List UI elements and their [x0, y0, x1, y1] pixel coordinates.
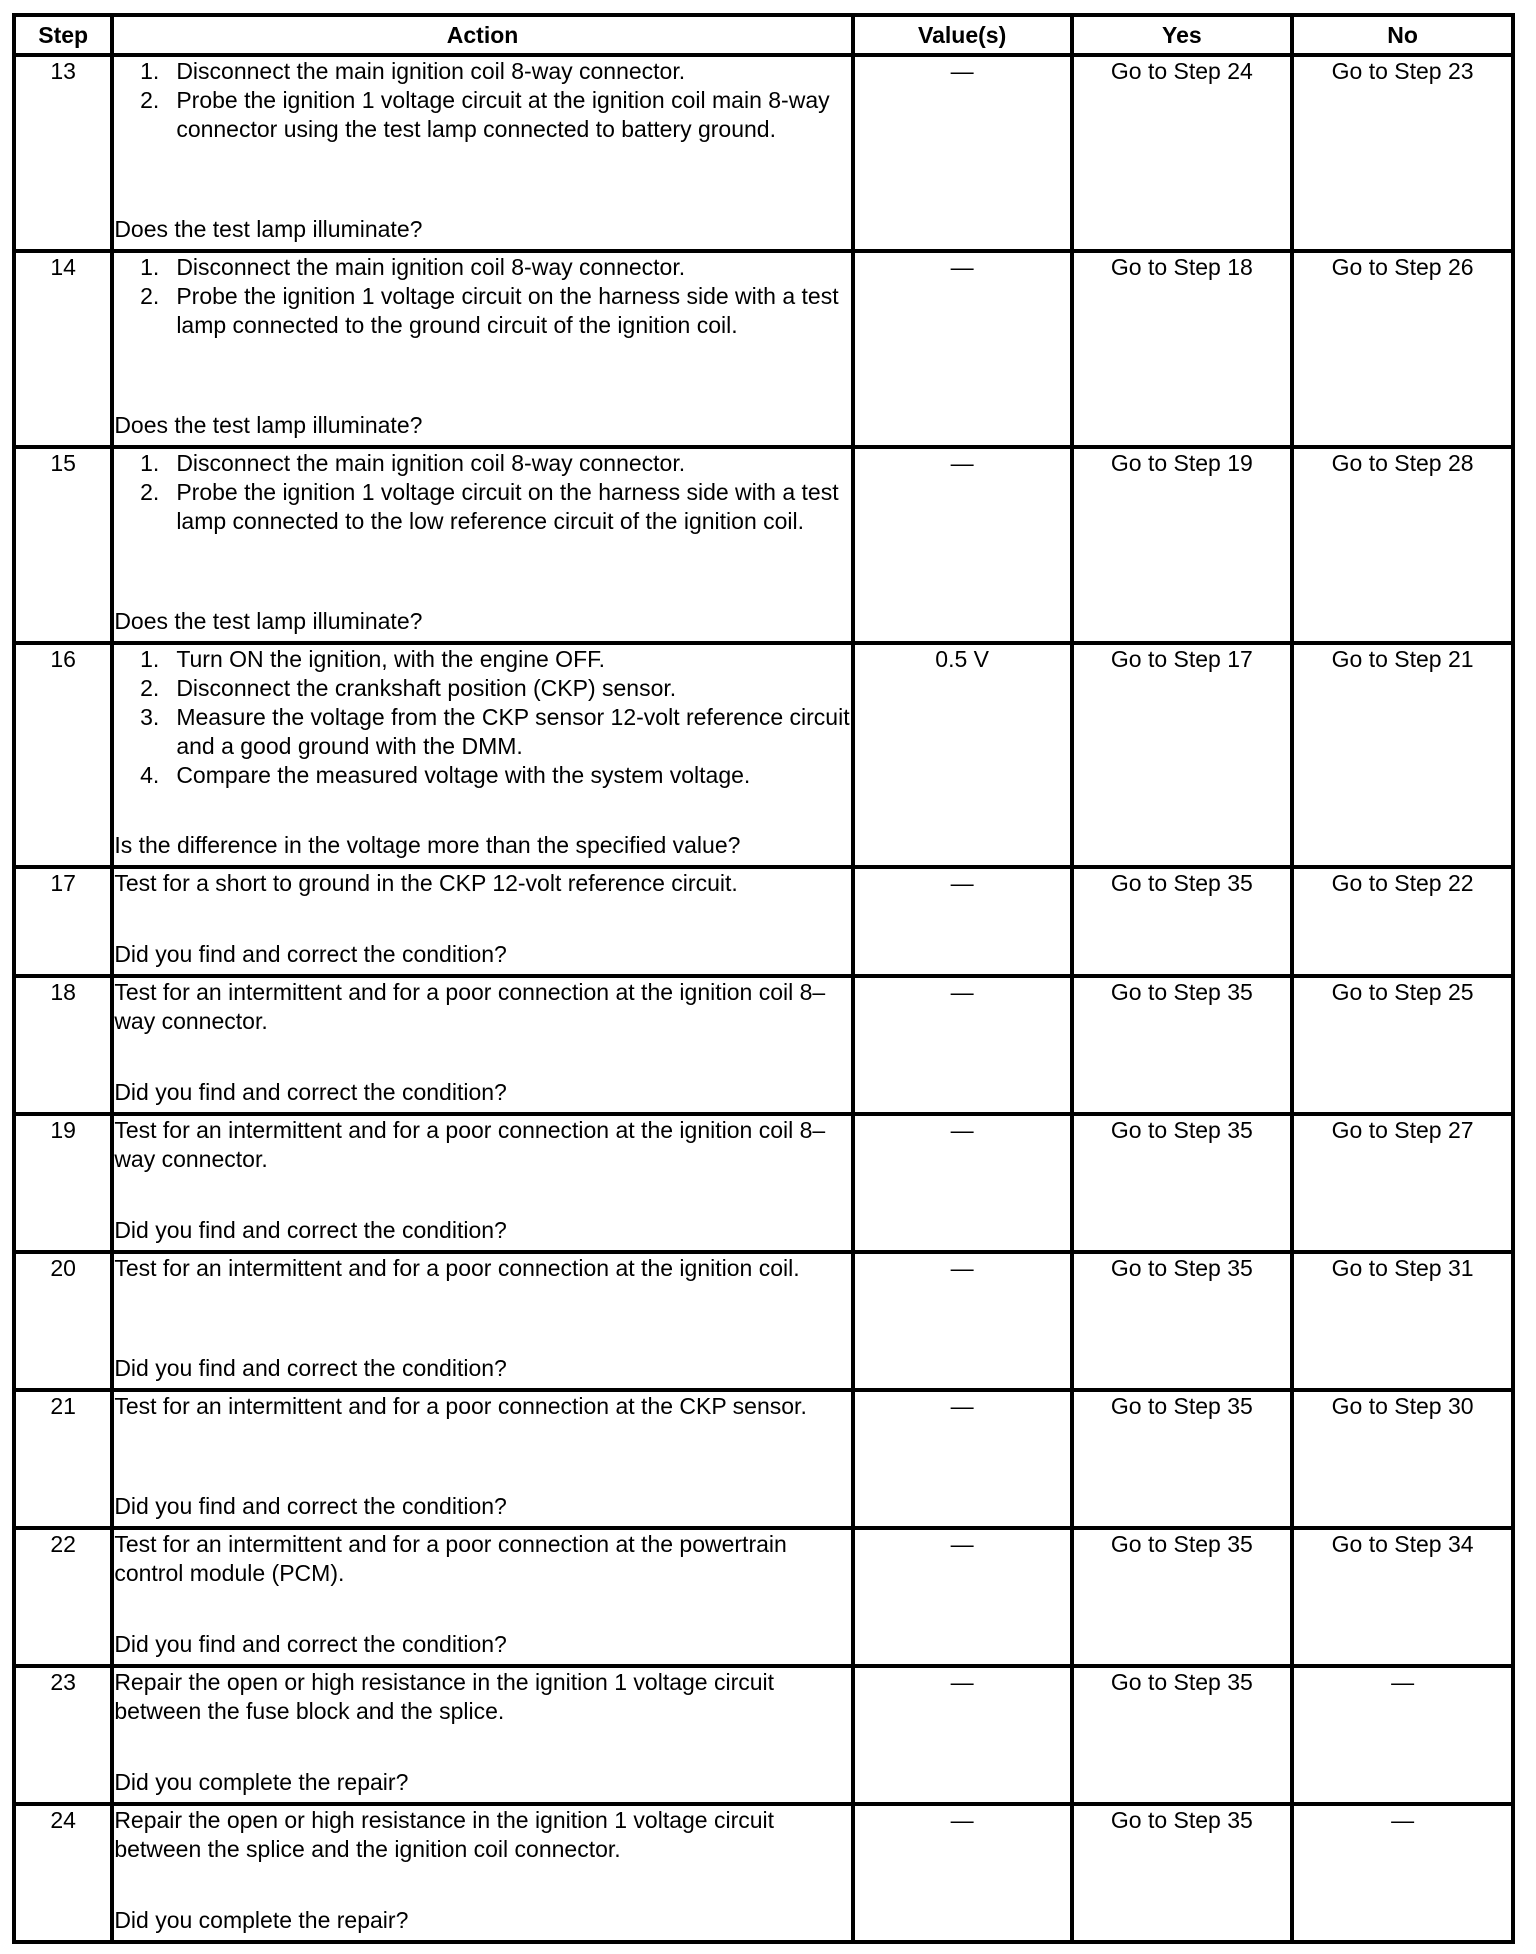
value-cell: —	[853, 1114, 1072, 1252]
action-step-number: 2.	[140, 675, 160, 701]
action-cell	[112, 976, 852, 1114]
yes-cell: Go to Step 35	[1072, 1528, 1293, 1666]
yes-cell: Go to Step 24	[1072, 55, 1293, 251]
yes-cell: Go to Step 19	[1072, 447, 1293, 643]
yes-cell: Go to Step 35	[1072, 867, 1293, 976]
action-step-item	[114, 449, 850, 478]
action-question: Did you complete the repair?	[114, 1907, 409, 1933]
no-cell: Go to Step 27	[1292, 1114, 1513, 1252]
action-step-item	[114, 253, 850, 282]
table-row	[14, 447, 1513, 643]
action-cell	[112, 1390, 852, 1528]
step-number: 16	[14, 643, 112, 867]
action-step-item	[114, 761, 850, 790]
header-action: Action	[112, 15, 852, 55]
action-step-item	[114, 674, 850, 703]
action-cell	[112, 1252, 852, 1390]
action-text: Test for a short to ground in the CKP 12-volt reference circuit.	[114, 870, 738, 896]
action-text: Test for an intermittent and for a poor connection at the CKP sensor.	[114, 1393, 807, 1419]
table-row	[14, 251, 1513, 447]
step-number: 22	[14, 1528, 112, 1666]
header-yes: Yes	[1072, 15, 1293, 55]
no-cell: Go to Step 21	[1292, 643, 1513, 867]
table-row	[14, 1666, 1513, 1804]
action-step-number: 1.	[140, 58, 160, 84]
action-cell	[112, 1804, 852, 1942]
value-cell: 0.5 V	[853, 643, 1072, 867]
action-step-item	[114, 282, 850, 340]
action-step-number: 1.	[140, 254, 160, 280]
action-question: Is the difference in the voltage more than the specified value?	[114, 832, 741, 858]
yes-cell: Go to Step 35	[1072, 976, 1293, 1114]
header-row	[14, 15, 1513, 55]
value-cell: —	[853, 251, 1072, 447]
action-step-item	[114, 645, 850, 674]
action-cell	[112, 251, 852, 447]
action-step-item	[114, 478, 850, 536]
action-cell	[112, 55, 852, 251]
table-row	[14, 976, 1513, 1114]
no-cell: —	[1292, 1666, 1513, 1804]
yes-cell: Go to Step 35	[1072, 1804, 1293, 1942]
action-text: Test for an intermittent and for a poor connection at the powertrain control module (PCM).	[114, 1531, 787, 1586]
action-text: Repair the open or high resistance in the ignition 1 voltage circuit between the splice and the ignition coil connector.	[114, 1807, 775, 1862]
table-row	[14, 643, 1513, 867]
table-row	[14, 55, 1513, 251]
action-step-text: Disconnect the main ignition coil 8-way connector.	[176, 254, 686, 280]
no-cell: Go to Step 26	[1292, 251, 1513, 447]
table-row	[14, 867, 1513, 976]
action-step-item	[114, 57, 850, 86]
action-step-text: Compare the measured voltage with the system voltage.	[176, 762, 751, 788]
step-number: 18	[14, 976, 112, 1114]
yes-cell: Go to Step 35	[1072, 1114, 1293, 1252]
value-cell: —	[853, 1528, 1072, 1666]
header-step: Step	[14, 15, 112, 55]
action-question: Did you find and correct the condition?	[114, 1631, 507, 1657]
action-step-item	[114, 703, 850, 761]
value-cell: —	[853, 976, 1072, 1114]
action-step-number: 1.	[140, 450, 160, 476]
action-text: Test for an intermittent and for a poor connection at the ignition coil.	[114, 1255, 800, 1281]
step-number: 20	[14, 1252, 112, 1390]
action-cell	[112, 447, 852, 643]
no-cell: Go to Step 23	[1292, 55, 1513, 251]
step-number: 23	[14, 1666, 112, 1804]
value-cell: —	[853, 1804, 1072, 1942]
table-row	[14, 1804, 1513, 1942]
diagnostic-table	[12, 13, 1515, 1944]
action-step-text: Disconnect the crankshaft position (CKP) sensor.	[176, 675, 677, 701]
no-cell: Go to Step 31	[1292, 1252, 1513, 1390]
action-step-text: Probe the ignition 1 voltage circuit on the harness side with a test lamp connected to the low reference circuit of the ignition coil.	[176, 479, 839, 534]
no-cell: Go to Step 34	[1292, 1528, 1513, 1666]
value-cell: —	[853, 447, 1072, 643]
action-step-item	[114, 86, 850, 144]
table-row	[14, 1528, 1513, 1666]
step-number: 14	[14, 251, 112, 447]
yes-cell: Go to Step 35	[1072, 1666, 1293, 1804]
action-question: Did you find and correct the condition?	[114, 1079, 507, 1105]
action-cell	[112, 643, 852, 867]
action-text: Test for an intermittent and for a poor connection at the ignition coil 8–way connector.	[114, 1117, 826, 1172]
yes-cell: Go to Step 17	[1072, 643, 1293, 867]
action-cell	[112, 1666, 852, 1804]
action-question: Did you find and correct the condition?	[114, 1355, 507, 1381]
table-row	[14, 1114, 1513, 1252]
action-steps-list	[114, 253, 850, 340]
action-cell	[112, 1528, 852, 1666]
step-number: 21	[14, 1390, 112, 1528]
action-question: Did you find and correct the condition?	[114, 941, 507, 967]
action-step-number: 4.	[140, 762, 160, 788]
action-steps-list	[114, 449, 850, 536]
action-step-text: Probe the ignition 1 voltage circuit on the harness side with a test lamp connected to the ground circuit of the ignition coil.	[176, 283, 839, 338]
value-cell: —	[853, 867, 1072, 976]
action-question: Does the test lamp illuminate?	[114, 608, 423, 634]
action-step-number: 1.	[140, 646, 160, 672]
table-row	[14, 1390, 1513, 1528]
action-step-number: 2.	[140, 87, 160, 113]
no-cell: Go to Step 25	[1292, 976, 1513, 1114]
action-steps-list	[114, 57, 850, 144]
action-cell	[112, 1114, 852, 1252]
yes-cell: Go to Step 35	[1072, 1390, 1293, 1528]
value-cell: —	[853, 1666, 1072, 1804]
action-step-text: Disconnect the main ignition coil 8-way connector.	[176, 58, 686, 84]
step-number: 13	[14, 55, 112, 251]
action-cell	[112, 867, 852, 976]
action-step-text: Turn ON the ignition, with the engine OFF.	[176, 646, 606, 672]
no-cell: Go to Step 30	[1292, 1390, 1513, 1528]
value-cell: —	[853, 1252, 1072, 1390]
action-step-number: 3.	[140, 704, 160, 730]
action-question: Did you complete the repair?	[114, 1769, 409, 1795]
action-text: Test for an intermittent and for a poor connection at the ignition coil 8–way connector.	[114, 979, 826, 1034]
no-cell: —	[1292, 1804, 1513, 1942]
value-cell: —	[853, 1390, 1072, 1528]
table-row	[14, 1252, 1513, 1390]
action-step-number: 2.	[140, 283, 160, 309]
action-step-text: Measure the voltage from the CKP sensor 12-volt reference circuit and a good ground with the DMM.	[176, 704, 850, 759]
yes-cell: Go to Step 35	[1072, 1252, 1293, 1390]
step-number: 15	[14, 447, 112, 643]
step-number: 19	[14, 1114, 112, 1252]
action-step-number: 2.	[140, 479, 160, 505]
action-steps-list	[114, 645, 850, 790]
value-cell: —	[853, 55, 1072, 251]
action-step-text: Probe the ignition 1 voltage circuit at the ignition coil main 8-way connector using the test lamp connected to battery ground.	[176, 87, 830, 142]
step-number: 24	[14, 1804, 112, 1942]
action-question: Did you find and correct the condition?	[114, 1493, 507, 1519]
action-question: Did you find and correct the condition?	[114, 1217, 507, 1243]
header-value: Value(s)	[853, 15, 1072, 55]
action-question: Does the test lamp illuminate?	[114, 412, 423, 438]
yes-cell: Go to Step 18	[1072, 251, 1293, 447]
action-text: Repair the open or high resistance in the ignition 1 voltage circuit between the fuse block and the splice.	[114, 1669, 775, 1724]
no-cell: Go to Step 28	[1292, 447, 1513, 643]
action-question: Does the test lamp illuminate?	[114, 216, 423, 242]
action-step-text: Disconnect the main ignition coil 8-way connector.	[176, 450, 686, 476]
header-no: No	[1292, 15, 1513, 55]
no-cell: Go to Step 22	[1292, 867, 1513, 976]
step-number: 17	[14, 867, 112, 976]
